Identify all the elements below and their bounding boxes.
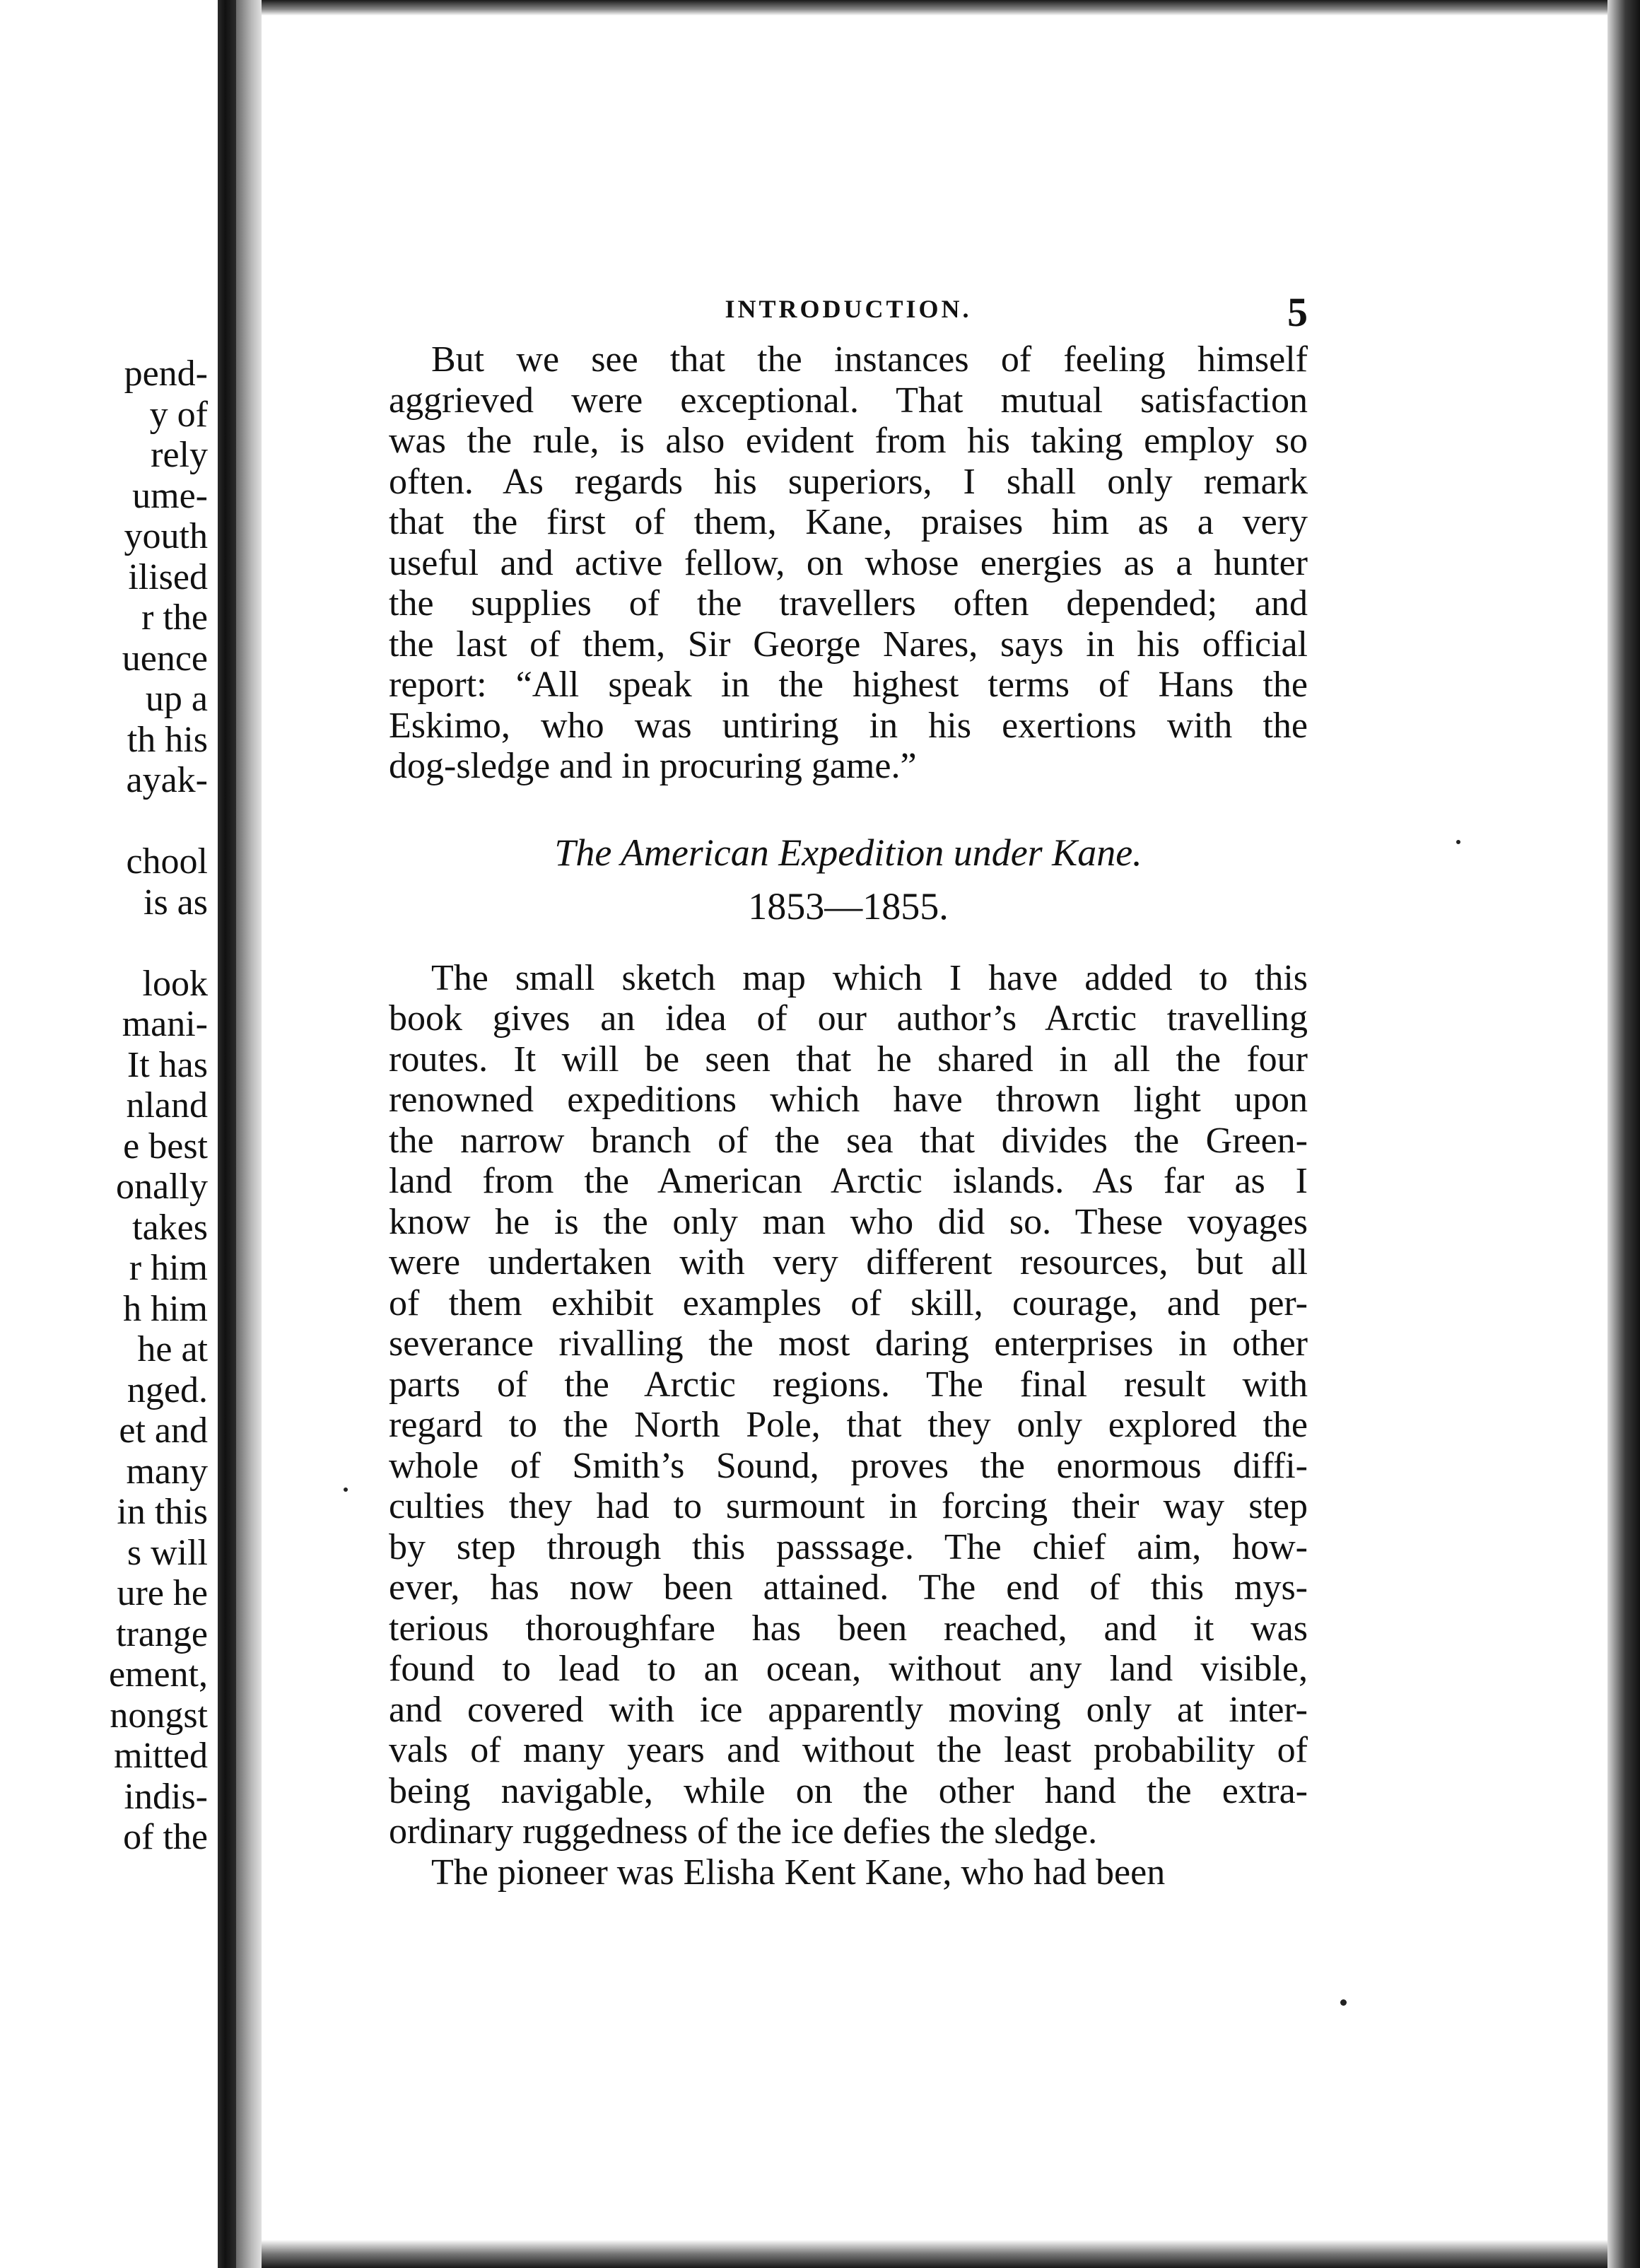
ink-speck [1340, 1999, 1347, 2006]
text-line: the supplies of the travellers often depended; and [389, 583, 1308, 624]
left-page-line: th his [127, 719, 208, 760]
left-page-line: h him [123, 1288, 208, 1329]
left-page-line: youth [124, 516, 208, 556]
left-page-line: takes [132, 1207, 208, 1248]
text-line: The pioneer was Elisha Kent Kane, who had been [431, 1852, 1166, 1893]
text-line: regard to the North Pole, that they only explored the [389, 1405, 1308, 1445]
left-page-line: nland [126, 1085, 208, 1126]
running-title: INTRODUCTION. [725, 295, 972, 323]
paragraph-2 [389, 958, 1308, 1852]
left-page-line: mitted [114, 1736, 208, 1776]
left-page-line: ayak- [126, 760, 208, 800]
text-line: of them exhibit examples of skill, courage, and per- [389, 1282, 1308, 1323]
left-page-line: It has [127, 1044, 208, 1085]
left-page-line: r the [141, 597, 208, 638]
text-line: ordinary ruggedness of the ice defies the sledge. [389, 1811, 1098, 1852]
text-line: was the rule, is also evident from his taking employ so [389, 421, 1308, 461]
text-line: and covered with ice apparently moving only at inter- [389, 1689, 1308, 1730]
text-line: were undertaken with very different resources, but all [389, 1242, 1308, 1282]
text-line: The small sketch map which I have added to this [431, 957, 1308, 998]
text-line: aggrieved were exceptional. That mutual satisfaction [389, 380, 1308, 421]
left-page-line: in this [117, 1492, 208, 1532]
left-page-line: of the [123, 1817, 208, 1857]
ink-speck [1456, 840, 1460, 844]
left-page-line: up a [145, 679, 208, 719]
left-page-line: he at [137, 1329, 208, 1369]
page-bottom-edge [262, 2240, 1607, 2268]
left-page-line: is as [144, 882, 208, 923]
text-line: parts of the Arctic regions. The final result with [389, 1364, 1308, 1405]
left-page-line: uence [122, 638, 208, 679]
left-page-line: e best [123, 1126, 208, 1167]
text-line: dog-sledge and in procuring game.” [389, 746, 917, 786]
ink-speck [344, 1487, 348, 1492]
running-header [389, 283, 1308, 339]
left-page-line: ilised [128, 556, 208, 597]
section-title: The American Expedition under Kane. [554, 831, 1142, 874]
text-line: whole of Smith’s Sound, proves the enormous diffi- [389, 1445, 1308, 1486]
left-page-line: r him [129, 1248, 208, 1288]
text-line: But we see that the instances of feeling himself [431, 339, 1308, 380]
left-page-line: ement, [108, 1654, 208, 1695]
left-page-line: ure he [117, 1573, 208, 1613]
section-years: 1853—1855. [748, 884, 949, 928]
left-facing-page [0, 0, 212, 2268]
left-page-line: nongst [110, 1695, 208, 1736]
page-right-edge [1607, 0, 1640, 2268]
left-page-line: trange [116, 1613, 208, 1654]
text-line: report: “All speak in the highest terms of Hans the [389, 665, 1308, 705]
text-line: by step through this passsage. The chief aim, how- [389, 1526, 1308, 1567]
binding-gutter-shadow [218, 0, 236, 2268]
text-line: routes. It will be seen that he shared in all the four [389, 1039, 1308, 1080]
text-line: ever, has now been attained. The end of this mys- [389, 1567, 1308, 1608]
left-page-line: pend- [124, 353, 208, 394]
binding-gutter-fade [236, 0, 262, 2268]
page-number: 5 [1287, 289, 1308, 335]
left-page-line: look [142, 963, 208, 1004]
book-page [389, 283, 1308, 1893]
page-top-edge [262, 0, 1607, 16]
left-page-line: indis- [124, 1776, 208, 1817]
text-line: know he is the only man who did so. These voyages [389, 1201, 1308, 1242]
text-line: severance rivalling the most daring enterprises in other [389, 1323, 1308, 1364]
left-page-line: onally [116, 1167, 208, 1207]
text-line: Eskimo, who was untiring in his exertions with the [389, 705, 1308, 746]
text-line: that the first of them, Kane, praises him as a very [389, 502, 1308, 542]
left-page-line: ume- [132, 475, 208, 516]
text-line: terious thoroughfare has been reached, and it was [389, 1608, 1308, 1649]
left-page-line: et and [119, 1410, 208, 1451]
left-page-line: s will [127, 1532, 208, 1573]
text-line: useful and active fellow, on whose energies as a hunter [389, 542, 1308, 583]
left-page-line: many [126, 1451, 208, 1492]
left-page-line: rely [151, 435, 208, 475]
paragraph-1 [389, 339, 1308, 787]
text-line: found to lead to an ocean, without any land visible, [389, 1649, 1308, 1689]
text-line: land from the American Arctic islands. As far as I [389, 1161, 1308, 1201]
text-line: vals of many years and without the least probability of [389, 1730, 1308, 1770]
text-line: often. As regards his superiors, I shall only remark [389, 461, 1308, 502]
text-line: the last of them, Sir George Nares, says in his official [389, 624, 1308, 665]
text-line: renowned expeditions which have thrown light upon [389, 1080, 1308, 1120]
left-page-line: chool [126, 841, 208, 882]
text-line: culties they had to surmount in forcing their way step [389, 1486, 1308, 1526]
text-line: the narrow branch of the sea that divides the Green- [389, 1120, 1308, 1161]
left-page-line: mani- [122, 1004, 208, 1044]
text-line: being navigable, while on the other hand the extra- [389, 1770, 1308, 1811]
text-line: book gives an idea of our author’s Arctic travelling [389, 998, 1308, 1039]
paragraph-3 [389, 1852, 1308, 1893]
left-page-line: y of [149, 394, 208, 435]
left-page-line: nged. [127, 1369, 208, 1410]
